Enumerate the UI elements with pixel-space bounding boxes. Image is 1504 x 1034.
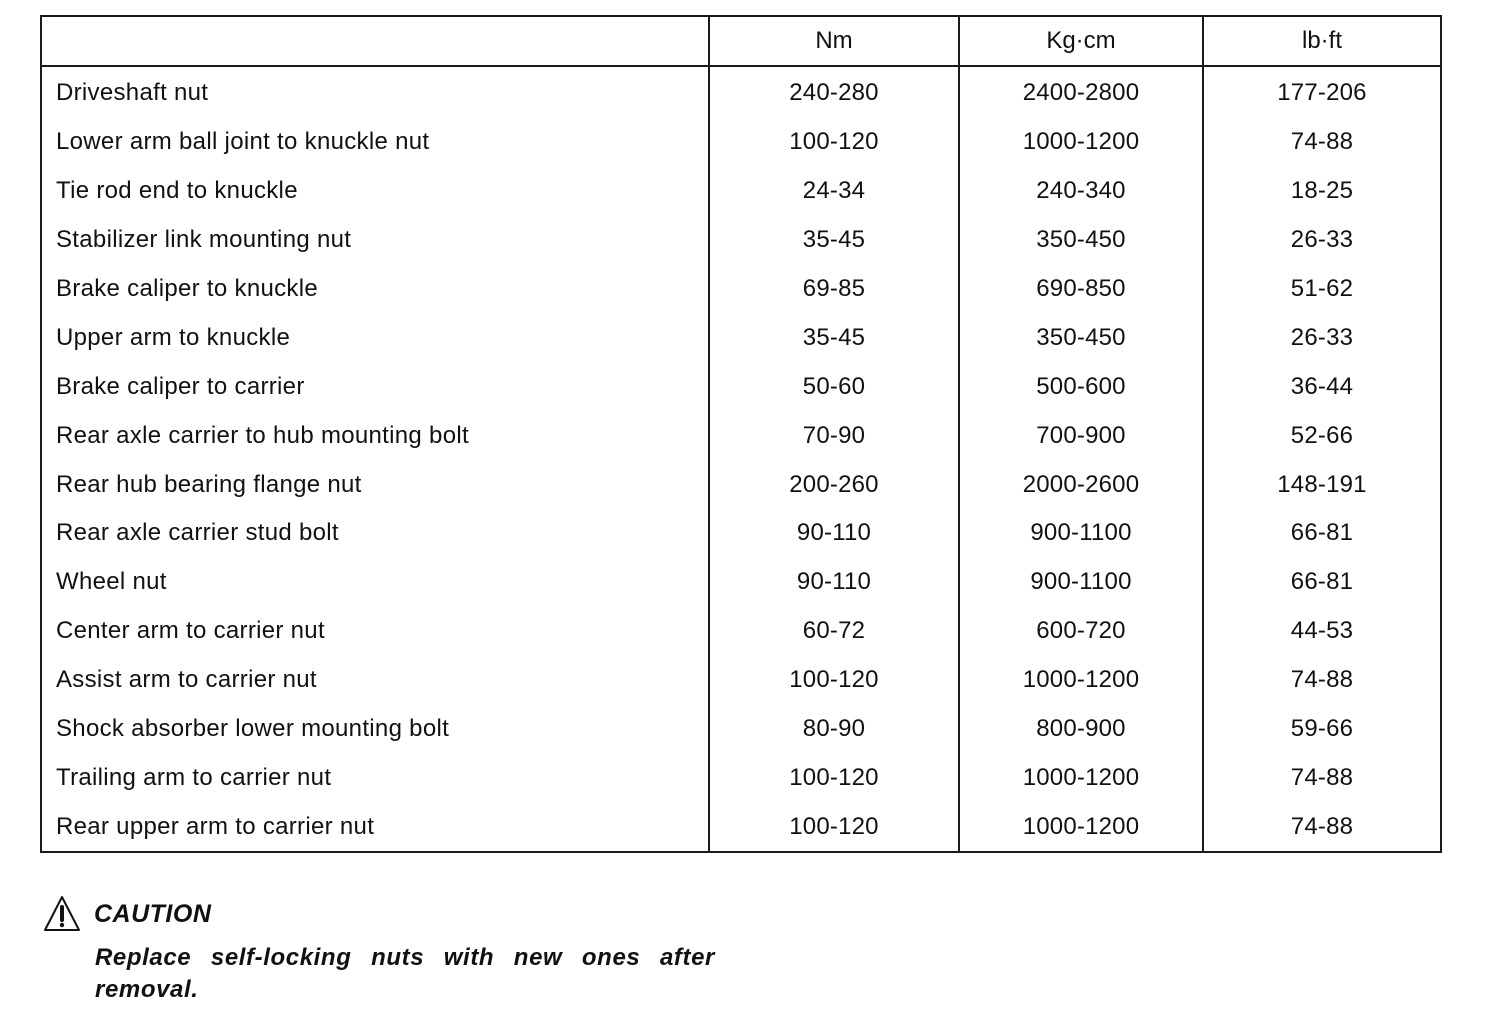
kgcm-cell: 350-450	[959, 216, 1203, 265]
part-name-cell: Shock absorber lower mounting bolt	[56, 715, 450, 743]
nm-cell: 50-60	[709, 362, 959, 411]
table-row	[41, 313, 1441, 362]
part-name-cell: Center arm to carrier nut	[56, 617, 325, 645]
header-nm: Nm	[709, 16, 959, 66]
kgcm-cell: 1000-1200	[959, 118, 1203, 167]
header-kgcm: Kg·cm	[959, 16, 1203, 66]
table-row	[41, 509, 1441, 558]
nm-cell: 100-120	[709, 753, 959, 802]
lbft-cell: 66-81	[1203, 509, 1441, 558]
kgcm-cell: 1000-1200	[959, 753, 1203, 802]
lbft-cell: 66-81	[1203, 558, 1441, 607]
kgcm-cell: 240-340	[959, 167, 1203, 216]
lbft-cell: 74-88	[1203, 802, 1441, 852]
torque-spec-table	[40, 15, 1442, 853]
table-row	[41, 216, 1441, 265]
kgcm-cell: 2000-2600	[959, 460, 1203, 509]
lbft-cell: 52-66	[1203, 411, 1441, 460]
lbft-cell: 18-25	[1203, 167, 1441, 216]
kgcm-cell: 690-850	[959, 265, 1203, 314]
header-lbft: lb·ft	[1203, 16, 1441, 66]
part-name-cell: Tie rod end to knuckle	[56, 177, 298, 205]
caution-block	[42, 892, 715, 1003]
table-row	[41, 705, 1441, 754]
kgcm-cell: 1000-1200	[959, 656, 1203, 705]
part-name-cell: Brake caliper to carrier	[56, 372, 305, 400]
lbft-cell: 26-33	[1203, 313, 1441, 362]
lbft-cell: 26-33	[1203, 216, 1441, 265]
table-row	[41, 558, 1441, 607]
lbft-cell: 74-88	[1203, 753, 1441, 802]
part-name-cell: Trailing arm to carrier nut	[56, 763, 332, 791]
table-row	[41, 656, 1441, 705]
nm-cell: 100-120	[709, 656, 959, 705]
part-name-cell: Rear upper arm to carrier nut	[56, 812, 375, 840]
part-name-cell: Rear hub bearing flange nut	[56, 470, 362, 498]
lbft-cell: 36-44	[1203, 362, 1441, 411]
table-row	[41, 362, 1441, 411]
table-body	[41, 66, 1441, 852]
lbft-cell: 148-191	[1203, 460, 1441, 509]
lbft-cell: 177-206	[1203, 66, 1441, 118]
part-name-cell: Lower arm ball joint to knuckle nut	[56, 128, 430, 156]
nm-cell: 100-120	[709, 802, 959, 852]
part-name-cell: Assist arm to carrier nut	[56, 666, 317, 694]
part-name-cell: Brake caliper to knuckle	[56, 275, 318, 302]
nm-cell: 35-45	[709, 216, 959, 265]
nm-cell: 80-90	[709, 705, 959, 754]
kgcm-cell: 1000-1200	[959, 802, 1203, 852]
lbft-cell: 74-88	[1203, 656, 1441, 705]
nm-cell: 200-260	[709, 460, 959, 509]
nm-cell: 60-72	[709, 607, 959, 656]
part-name-cell: Stabilizer link mounting nut	[56, 226, 352, 254]
part-name-cell: Rear axle carrier to hub mounting bolt	[56, 421, 469, 449]
table-row	[41, 118, 1441, 167]
table-row	[41, 460, 1441, 509]
lbft-cell: 44-53	[1203, 607, 1441, 656]
kgcm-cell: 600-720	[959, 607, 1203, 656]
warning-triangle-icon	[42, 894, 82, 934]
table-row	[41, 802, 1441, 852]
kgcm-cell: 2400-2800	[959, 66, 1203, 118]
kgcm-cell: 900-1100	[959, 558, 1203, 607]
nm-cell: 70-90	[709, 411, 959, 460]
caution-text: Replace self-locking nuts with new ones after removal.	[95, 944, 715, 1003]
nm-cell: 35-45	[709, 313, 959, 362]
nm-cell: 69-85	[709, 265, 959, 314]
part-name-cell: Wheel nut	[56, 568, 167, 596]
kgcm-cell: 350-450	[959, 313, 1203, 362]
caution-title: CAUTION	[94, 899, 212, 928]
table-row	[41, 753, 1441, 802]
table-header-row	[41, 16, 1441, 66]
kgcm-cell: 500-600	[959, 362, 1203, 411]
lbft-cell: 59-66	[1203, 705, 1441, 754]
table-row	[41, 411, 1441, 460]
part-name-cell: Driveshaft nut	[56, 79, 209, 107]
kgcm-cell: 900-1100	[959, 509, 1203, 558]
kgcm-cell: 700-900	[959, 411, 1203, 460]
part-name-cell: Rear axle carrier stud bolt	[56, 519, 339, 547]
caution-header	[42, 892, 211, 936]
table-row	[41, 265, 1441, 314]
table-row	[41, 167, 1441, 216]
table-row	[41, 607, 1441, 656]
table-row	[41, 66, 1441, 118]
nm-cell: 90-110	[709, 558, 959, 607]
header-part	[41, 16, 709, 66]
nm-cell: 24-34	[709, 167, 959, 216]
lbft-cell: 74-88	[1203, 118, 1441, 167]
nm-cell: 90-110	[709, 509, 959, 558]
kgcm-cell: 800-900	[959, 705, 1203, 754]
part-name-cell: Upper arm to knuckle	[56, 323, 291, 351]
lbft-cell: 51-62	[1203, 265, 1441, 314]
nm-cell: 100-120	[709, 118, 959, 167]
nm-cell: 240-280	[709, 66, 959, 118]
